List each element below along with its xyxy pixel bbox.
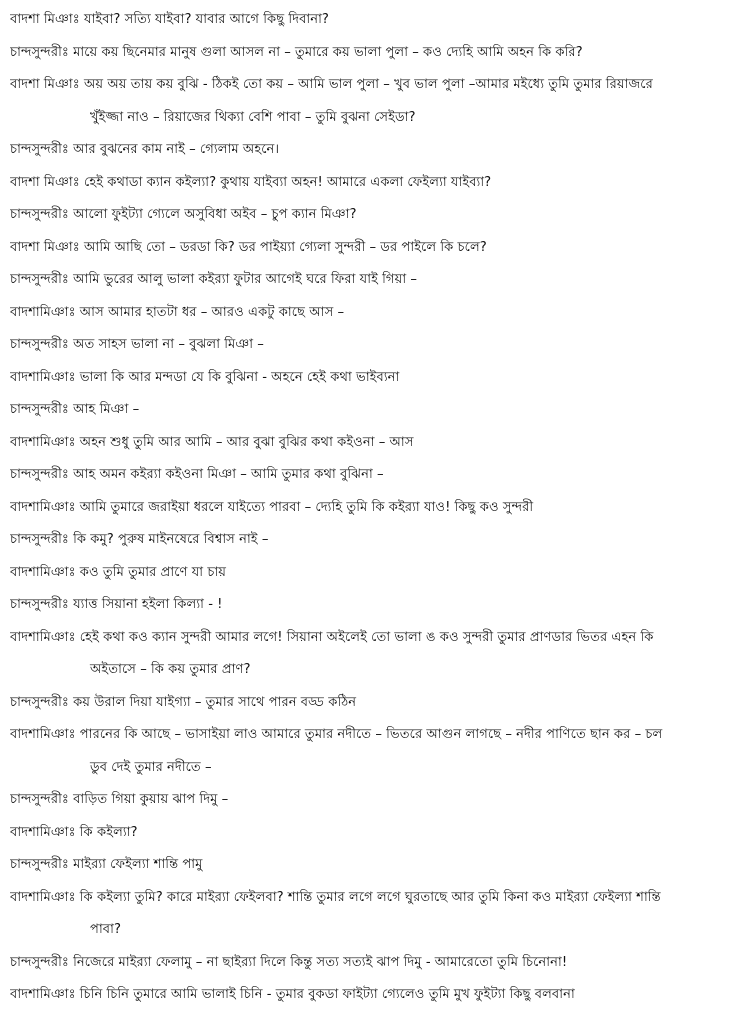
dialogue-line: বাদশামিঞাঃ ভালা কি আর মন্দডা যে কি বুঝিনা - অহনে হেই কথা ভাইব্যনা	[10, 369, 400, 385]
dialogue-line: বাদশামিঞাঃ অহন শুধু তুমি আর আমি – আর বুঝা বুঝির কথা কইওনা – আস	[10, 434, 414, 450]
dialogue-line: চান্দসুন্দরীঃ আহ অমন কইর‍্যা কইওনা মিঞা – আমি তুমার কথা বুঝিনা –	[10, 467, 384, 482]
dialogue-line: চান্দসুন্দরীঃ আহ মিঞা –	[10, 402, 140, 417]
dialogue-line: চান্দসুন্দরীঃ আর বুঝনের কাম নাই – গ্যেলাম অহনে।	[10, 142, 280, 157]
dialogue-line: বাদশামিঞাঃ হেই কথা কও ক্যান সুন্দরী আমার লগে! সিয়ানা অইলেই তো ভালা ঙ কও সুন্দরী তুমার প্রাণডার ভিতর এহন কি	[10, 629, 654, 645]
dialogue-line: বাদশা মিঞাঃ অয় অয় তায় কয় বুঝি - ঠিকই তো কয় – আমি ভাল পুলা – খুব ভাল পুলা –আমার মইধ্যে তুমি তুমার রিয়াজরে	[10, 77, 653, 92]
dialogue-line: বাদশামিঞাঃ আস আমার হাতটা ধর – আরও একটু কাছে আস –	[10, 304, 345, 320]
dialogue-continuation-line: ডুব দেই তুমার নদীতে –	[90, 759, 212, 775]
dialogue-line: চান্দসুন্দরীঃ য্যাত্ত সিয়ানা হইলা কিল্যা - !	[10, 597, 223, 612]
dialogue-line: বাদশামিঞাঃ আমি তুমারে জরাইয়া ধরলে যাইত্যে পারবা – দ্যেহি তুমি কি কইর‍্যা যাও! কিছু কও সুন্দরী	[10, 499, 534, 515]
dialogue-line: চান্দসুন্দরীঃ মাইর‍্যা ফেইল্যা শান্তি পামু	[10, 857, 203, 872]
dialogue-line: চান্দসুন্দরীঃ কয় উরাল দিয়া যাইগ্যা – তুমার সাথে পারন বড্ড কঠিন	[10, 694, 357, 710]
dialogue-line: চান্দসুন্দরীঃ আমি ভুরের আলু ভালা কইর‍্যা ফুটার আগেই ঘরে ফিরা যাই গিয়া –	[10, 272, 417, 287]
dialogue-continuation-line: খুঁইজ্জা নাও – রিয়াজের থিক্যা বেশি পাবা – তুমি বুঝনা সেইডা?	[90, 109, 416, 125]
dialogue-line: বাদশামিঞাঃ কি কইল্যা?	[10, 824, 138, 840]
dialogue-continuation-line: পাবা?	[90, 922, 121, 937]
dialogue-line: চান্দসুন্দরীঃ মায়ে কয় ছিনেমার মানুষ গুলা আসল না – তুমারে কয় ভালা পুলা – কও দ্যেহি আমি অহন কি করি?	[10, 44, 583, 60]
dialogue-line: বাদশামিঞাঃ চিনি চিনি তুমারে আমি ভালাই চিনি - তুমার বুকডা ফাইট্যা গ্যেলেও তুমি মুখ ফুইট্যা কিছু বলবানা	[10, 987, 575, 1002]
dialogue-line: চান্দসুন্দরীঃ বাড়িত গিয়া কুয়ায় ঝাপ দিমু –	[10, 792, 229, 807]
dialogue-line: বাদশামিঞাঃ কও তুমি তুমার প্রাণে যা চায়	[10, 564, 227, 580]
dialogue-line: বাদশা মিঞাঃ যাইবা? সত্যি যাইবা? যাবার আগে কিছু দিবানা?	[10, 12, 329, 27]
dialogue-line: চান্দসুন্দরীঃ আলো ফুইট্যা গ্যেলে অসুবিধা অইব – চুপ ক্যান মিঞা?	[10, 207, 357, 222]
dialogue-line: বাদশামিঞাঃ কি কইল্যা তুমি? কারে মাইর‍্যা ফেইলবা? শান্তি তুমার লগে লগে ঘুরতাছে আর তুমি কিনা কও মাইর‍্যা ফেইল্যা শান্তি	[10, 889, 661, 905]
dialogue-continuation-line: অইতাসে – কি কয় তুমার প্রাণ?	[90, 662, 251, 677]
dialogue-line: চান্দসুন্দরীঃ অত সাহস ভালা না – বুঝলা মিঞা –	[10, 337, 264, 352]
dialogue-line: বাদশামিঞাঃ পারনের কি আছে – ভাসাইয়া লাও আমারে তুমার নদীতে – ভিতরে আগুন লাগছে – নদীর পাণিতে ছান কর – চল	[10, 727, 663, 742]
dialogue-line: চান্দসুন্দরীঃ কি কমু? পুরুষ মাইনষেরে বিশ্বাস নাই –	[10, 532, 269, 547]
dialogue-line: বাদশা মিঞাঃ আমি আছি তো – ডরডা কি? ডর পাইয়্যা গ্যেলা সুন্দরী – ডর পাইলে কি চলে?	[10, 239, 487, 255]
dialogue-line: চান্দসুন্দরীঃ নিজেরে মাইর‍্যা ফেলামু – না ছাইর‍্যা দিলে কিন্তু সত্য সত্যই ঝাপ দিমু - আমারেতো তুমি চিনোনা!	[10, 954, 568, 970]
dialogue-line: বাদশা মিঞাঃ হেই কথাডা ক্যান কইল্যা? কুথায় যাইব্যা অহন! আমারে একলা ফেইল্যা যাইব্যা?	[10, 174, 492, 190]
